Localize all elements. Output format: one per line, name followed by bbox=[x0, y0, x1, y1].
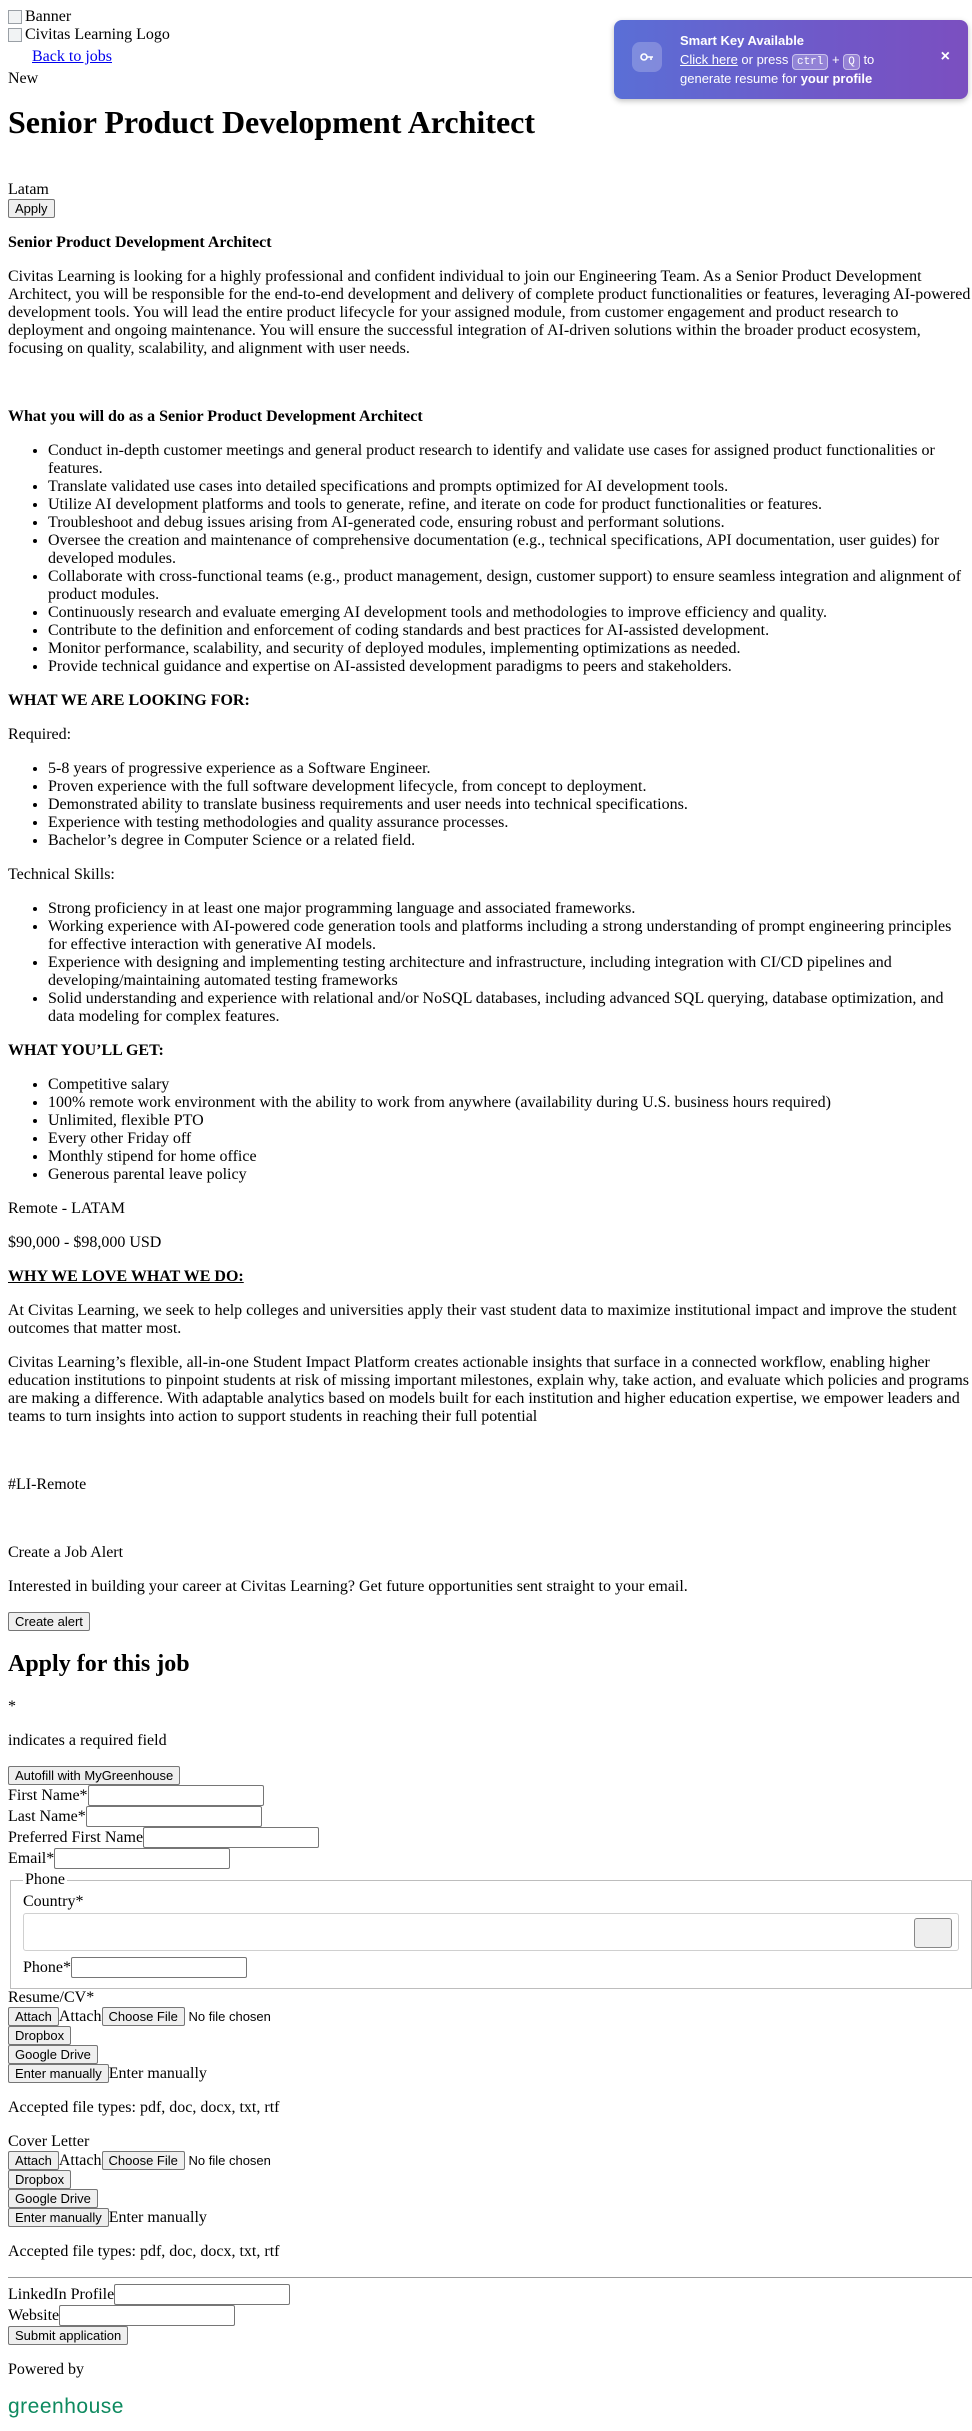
resume-attach-button[interactable]: Attach bbox=[8, 2007, 59, 2026]
tech-label: Technical Skills: bbox=[8, 866, 115, 883]
smart-key-popup bbox=[614, 20, 968, 99]
list-item: • Generous parental leave policy bbox=[48, 1166, 972, 1184]
remote-location: Remote - LATAM bbox=[8, 1200, 125, 1217]
popup-your-profile: your profile bbox=[800, 71, 873, 86]
list-item: • Monthly stipend for home office bbox=[48, 1148, 972, 1166]
list-item: • 5-8 years of progressive experience as a Software Engineer. bbox=[48, 760, 972, 778]
company-logo: Civitas Learning Logo bbox=[8, 26, 972, 44]
list-item: • Contribute to the definition and enforcement of coding standards and best practices for AI-assisted development. bbox=[48, 622, 972, 640]
linkedin-label: LinkedIn Profile bbox=[8, 2286, 115, 2303]
list-item: • Conduct in-depth customer meetings and general product research to identify and validate use cases for assigned product functionalities or features. bbox=[48, 442, 972, 478]
cover-letter-label: Cover Letter bbox=[8, 2133, 90, 2150]
duties-heading: What you will do as a Senior Product Development Architect bbox=[8, 408, 423, 425]
website-input[interactable] bbox=[59, 2305, 235, 2326]
list-item: • Utilize AI development platforms and tools to generate, refine, and iterate on code for product functionalities or features. bbox=[48, 496, 972, 514]
popup-plus: + bbox=[828, 52, 844, 67]
preferred-name-row bbox=[8, 1827, 972, 1848]
cover-google-drive-button[interactable]: Google Drive bbox=[8, 2189, 98, 2208]
resume-enter-manually-text: Enter manually bbox=[108, 2065, 207, 2082]
resume-google-drive-button[interactable]: Google Drive bbox=[8, 2045, 98, 2064]
why-paragraph-2: Civitas Learning’s flexible, all-in-one Student Impact Platform creates actionable insights that surface in a connected workflow, enabling higher education institutions to pinpoint students at risk of missing important milestones, explain why, take action, and evaluate which policies and programs are making a difference. With adaptable analytics based on models built for each institution and higher education expertise, we empower leaders and teams to turn insights into action to support students in reaching their full potential bbox=[8, 1354, 970, 1425]
list-item: • Every other Friday off bbox=[48, 1130, 972, 1148]
tech-list bbox=[8, 900, 972, 1026]
resume-no-file-text: No file chosen bbox=[188, 2009, 271, 2024]
list-item: • 100% remote work environment with the ability to work from anywhere (availability during U.S. business hours required) bbox=[48, 1094, 972, 1112]
cover-accepted-types: Accepted file types: pdf, doc, docx, txt, rtf bbox=[8, 2243, 280, 2260]
broken-image-icon bbox=[8, 10, 22, 24]
popup-line2: generate resume for bbox=[680, 71, 801, 86]
last-name-row bbox=[8, 1806, 972, 1827]
autofill-button[interactable]: Autofill with MyGreenhouse bbox=[8, 1766, 180, 1785]
popup-body bbox=[680, 51, 910, 88]
apply-button[interactable]: Apply bbox=[8, 199, 55, 218]
back-to-jobs-link[interactable]: Back to jobs bbox=[32, 48, 112, 65]
resume-choose-file-button[interactable]: Choose File bbox=[102, 2007, 185, 2026]
popup-to: to bbox=[859, 52, 875, 67]
required-note: indicates a required field bbox=[8, 1732, 167, 1749]
list-item: • Provide technical guidance and expertise on AI-assisted development paradigms to peers and stakeholders. bbox=[48, 658, 972, 676]
linkedin-row bbox=[8, 2284, 972, 2305]
email-input[interactable] bbox=[54, 1848, 230, 1869]
why-paragraph-1: At Civitas Learning, we seek to help colleges and universities apply their vast student data to maximize institutional impact and improve the student outcomes that matter most. bbox=[8, 1302, 957, 1337]
cover-attach-button[interactable]: Attach bbox=[8, 2151, 59, 2170]
list-item: • Unlimited, flexible PTO bbox=[48, 1112, 972, 1130]
resume-upload-row bbox=[8, 2007, 972, 2026]
resume-label: Resume/CV* bbox=[8, 1989, 95, 2006]
list-item: • Collaborate with cross-functional teams (e.g., product management, design, customer support) to ensure seamless integration and alignment of product modules. bbox=[48, 568, 972, 604]
list-item: • Proven experience with the full software development lifecycle, from concept to deployment. bbox=[48, 778, 972, 796]
cover-choose-file-button[interactable]: Choose File bbox=[102, 2151, 185, 2170]
phone-label: Phone* bbox=[23, 1959, 71, 1976]
resume-dropbox-button[interactable]: Dropbox bbox=[8, 2026, 71, 2045]
popup-title: Smart Key Available bbox=[680, 33, 805, 48]
linkedin-input[interactable] bbox=[114, 2284, 290, 2305]
resume-accepted-types: Accepted file types: pdf, doc, docx, txt, rtf bbox=[8, 2099, 280, 2116]
country-label: Country* bbox=[23, 1893, 84, 1910]
list-item: • Experience with designing and implementing testing architecture and infrastructure, including integration with CI/CD pipelines and developing/maintaining automated testing frameworks bbox=[48, 954, 972, 990]
list-item: • Monitor performance, scalability, and security of deployed modules, implementing optimizations as needed. bbox=[48, 640, 972, 658]
preferred-name-label: Preferred First Name bbox=[8, 1829, 144, 1846]
submit-application-button[interactable]: Submit application bbox=[8, 2326, 128, 2345]
create-alert-button[interactable]: Create alert bbox=[8, 1612, 90, 1631]
looking-heading: WHAT WE ARE LOOKING FOR: bbox=[8, 692, 250, 709]
required-label: Required: bbox=[8, 726, 72, 743]
job-intro: Civitas Learning is looking for a highly professional and confident individual to join our Engineering Team. As a Senior Product Development Architect, you will be responsible for the end-to-end development and delivery of complete product functionalities or features, leveraging AI-powered development tools. You will lead the entire product lifecycle for your assigned module, from customer engagement and product research to deployment and ongoing maintenance. You will ensure the successful integration of AI-driven solutions within the broader product ecosystem, focusing on quality, scalability, and alignment with user needs. bbox=[8, 268, 971, 357]
list-item: • Oversee the creation and maintenance of comprehensive documentation (e.g., technical specifications, API documentation, user guides) for developed modules. bbox=[48, 532, 972, 568]
salary-range: $90,000 - $98,000 USD bbox=[8, 1234, 162, 1251]
q-key: Q bbox=[843, 54, 860, 70]
country-select[interactable] bbox=[23, 1913, 959, 1951]
ctrl-key: ctrl bbox=[792, 54, 828, 70]
phone-legend: Phone bbox=[25, 1871, 65, 1888]
list-item: • Competitive salary bbox=[48, 1076, 972, 1094]
page bbox=[8, 8, 972, 2419]
cover-file-input[interactable] bbox=[102, 2153, 271, 2168]
email-row bbox=[8, 1848, 972, 1869]
why-heading: WHY WE LOVE WHAT WE DO: bbox=[8, 1268, 244, 1285]
resume-enter-manually-button[interactable]: Enter manually bbox=[8, 2064, 109, 2083]
resume-file-input[interactable] bbox=[102, 2009, 271, 2024]
list-item: • Continuously research and evaluate emerging AI development tools and methodologies to improve efficiency and quality. bbox=[48, 604, 972, 622]
banner-image: Banner bbox=[8, 8, 972, 26]
list-item: • Experience with testing methodologies and quality assurance processes. bbox=[48, 814, 972, 832]
new-tag: New bbox=[8, 70, 39, 87]
job-subtitle: Senior Product Development Architect bbox=[8, 234, 272, 251]
hashtag: #LI-Remote bbox=[8, 1476, 87, 1493]
last-name-label: Last Name* bbox=[8, 1808, 86, 1825]
benefits-list bbox=[8, 1076, 972, 1184]
first-name-row bbox=[8, 1785, 972, 1806]
list-item: • Demonstrated ability to translate business requirements and user needs into technical specifications. bbox=[48, 796, 972, 814]
apply-heading: Apply for this job bbox=[8, 1651, 190, 1677]
cover-no-file-text: No file chosen bbox=[188, 2153, 271, 2168]
list-item: • Translate validated use cases into detailed specifications and prompts optimized for AI development tools. bbox=[48, 478, 972, 496]
key-icon-svg bbox=[639, 49, 655, 65]
list-item: • Strong proficiency in at least one major programming language and associated frameworks. bbox=[48, 900, 972, 918]
alert-heading: Create a Job Alert bbox=[8, 1544, 124, 1561]
required-list bbox=[8, 760, 972, 850]
cover-dropbox-button[interactable]: Dropbox bbox=[8, 2170, 71, 2189]
popup-click-here-link[interactable]: Click here bbox=[680, 52, 738, 67]
greenhouse-logo[interactable]: greenhouse bbox=[8, 2395, 124, 2418]
job-location: Latam bbox=[8, 181, 49, 198]
alert-text: Interested in building your career at Civitas Learning? Get future opportunities sent straight to your email. bbox=[8, 1578, 688, 1595]
last-name-input[interactable] bbox=[86, 1806, 262, 1827]
website-label: Website bbox=[8, 2307, 60, 2324]
form-divider bbox=[8, 2277, 972, 2278]
broken-image-icon bbox=[8, 28, 22, 42]
list-item: • Solid understanding and experience with relational and/or NoSQL databases, including advanced SQL querying, database optimization, and data modeling for complex features. bbox=[48, 990, 972, 1026]
get-heading: WHAT YOU’LL GET: bbox=[8, 1042, 164, 1059]
job-title: Senior Product Development Architect bbox=[8, 104, 536, 140]
phone-row bbox=[23, 1957, 959, 1978]
email-label: Email* bbox=[8, 1850, 55, 1867]
website-row bbox=[8, 2305, 972, 2326]
country-dropdown-button[interactable] bbox=[914, 1918, 952, 1948]
duties-list bbox=[8, 442, 972, 676]
phone-fieldset bbox=[10, 1871, 972, 1989]
list-item: • Working experience with AI-powered code generation tools and platforms including a strong understanding of prompt engineering principles for effective interaction with generative AI models. bbox=[48, 918, 972, 954]
powered-by: Powered by bbox=[8, 2361, 84, 2378]
resume-attach-text: Attach bbox=[58, 2008, 102, 2025]
cover-attach-text: Attach bbox=[58, 2152, 102, 2169]
popup-or-press: or press bbox=[737, 52, 792, 67]
cover-enter-manually-text: Enter manually bbox=[108, 2209, 207, 2226]
cover-enter-manually-button[interactable]: Enter manually bbox=[8, 2208, 109, 2227]
list-item: • Bachelor’s degree in Computer Science or a related field. bbox=[48, 832, 972, 850]
first-name-input[interactable] bbox=[88, 1785, 264, 1806]
first-name-label: First Name* bbox=[8, 1787, 88, 1804]
phone-input[interactable] bbox=[71, 1957, 247, 1978]
close-icon[interactable]: × bbox=[940, 48, 950, 65]
key-icon bbox=[632, 42, 662, 72]
required-asterisk: * bbox=[8, 1698, 16, 1715]
cover-upload-row bbox=[8, 2151, 972, 2170]
list-item: • Troubleshoot and debug issues arising from AI-generated code, ensuring robust and performant solutions. bbox=[48, 514, 972, 532]
preferred-name-input[interactable] bbox=[143, 1827, 319, 1848]
